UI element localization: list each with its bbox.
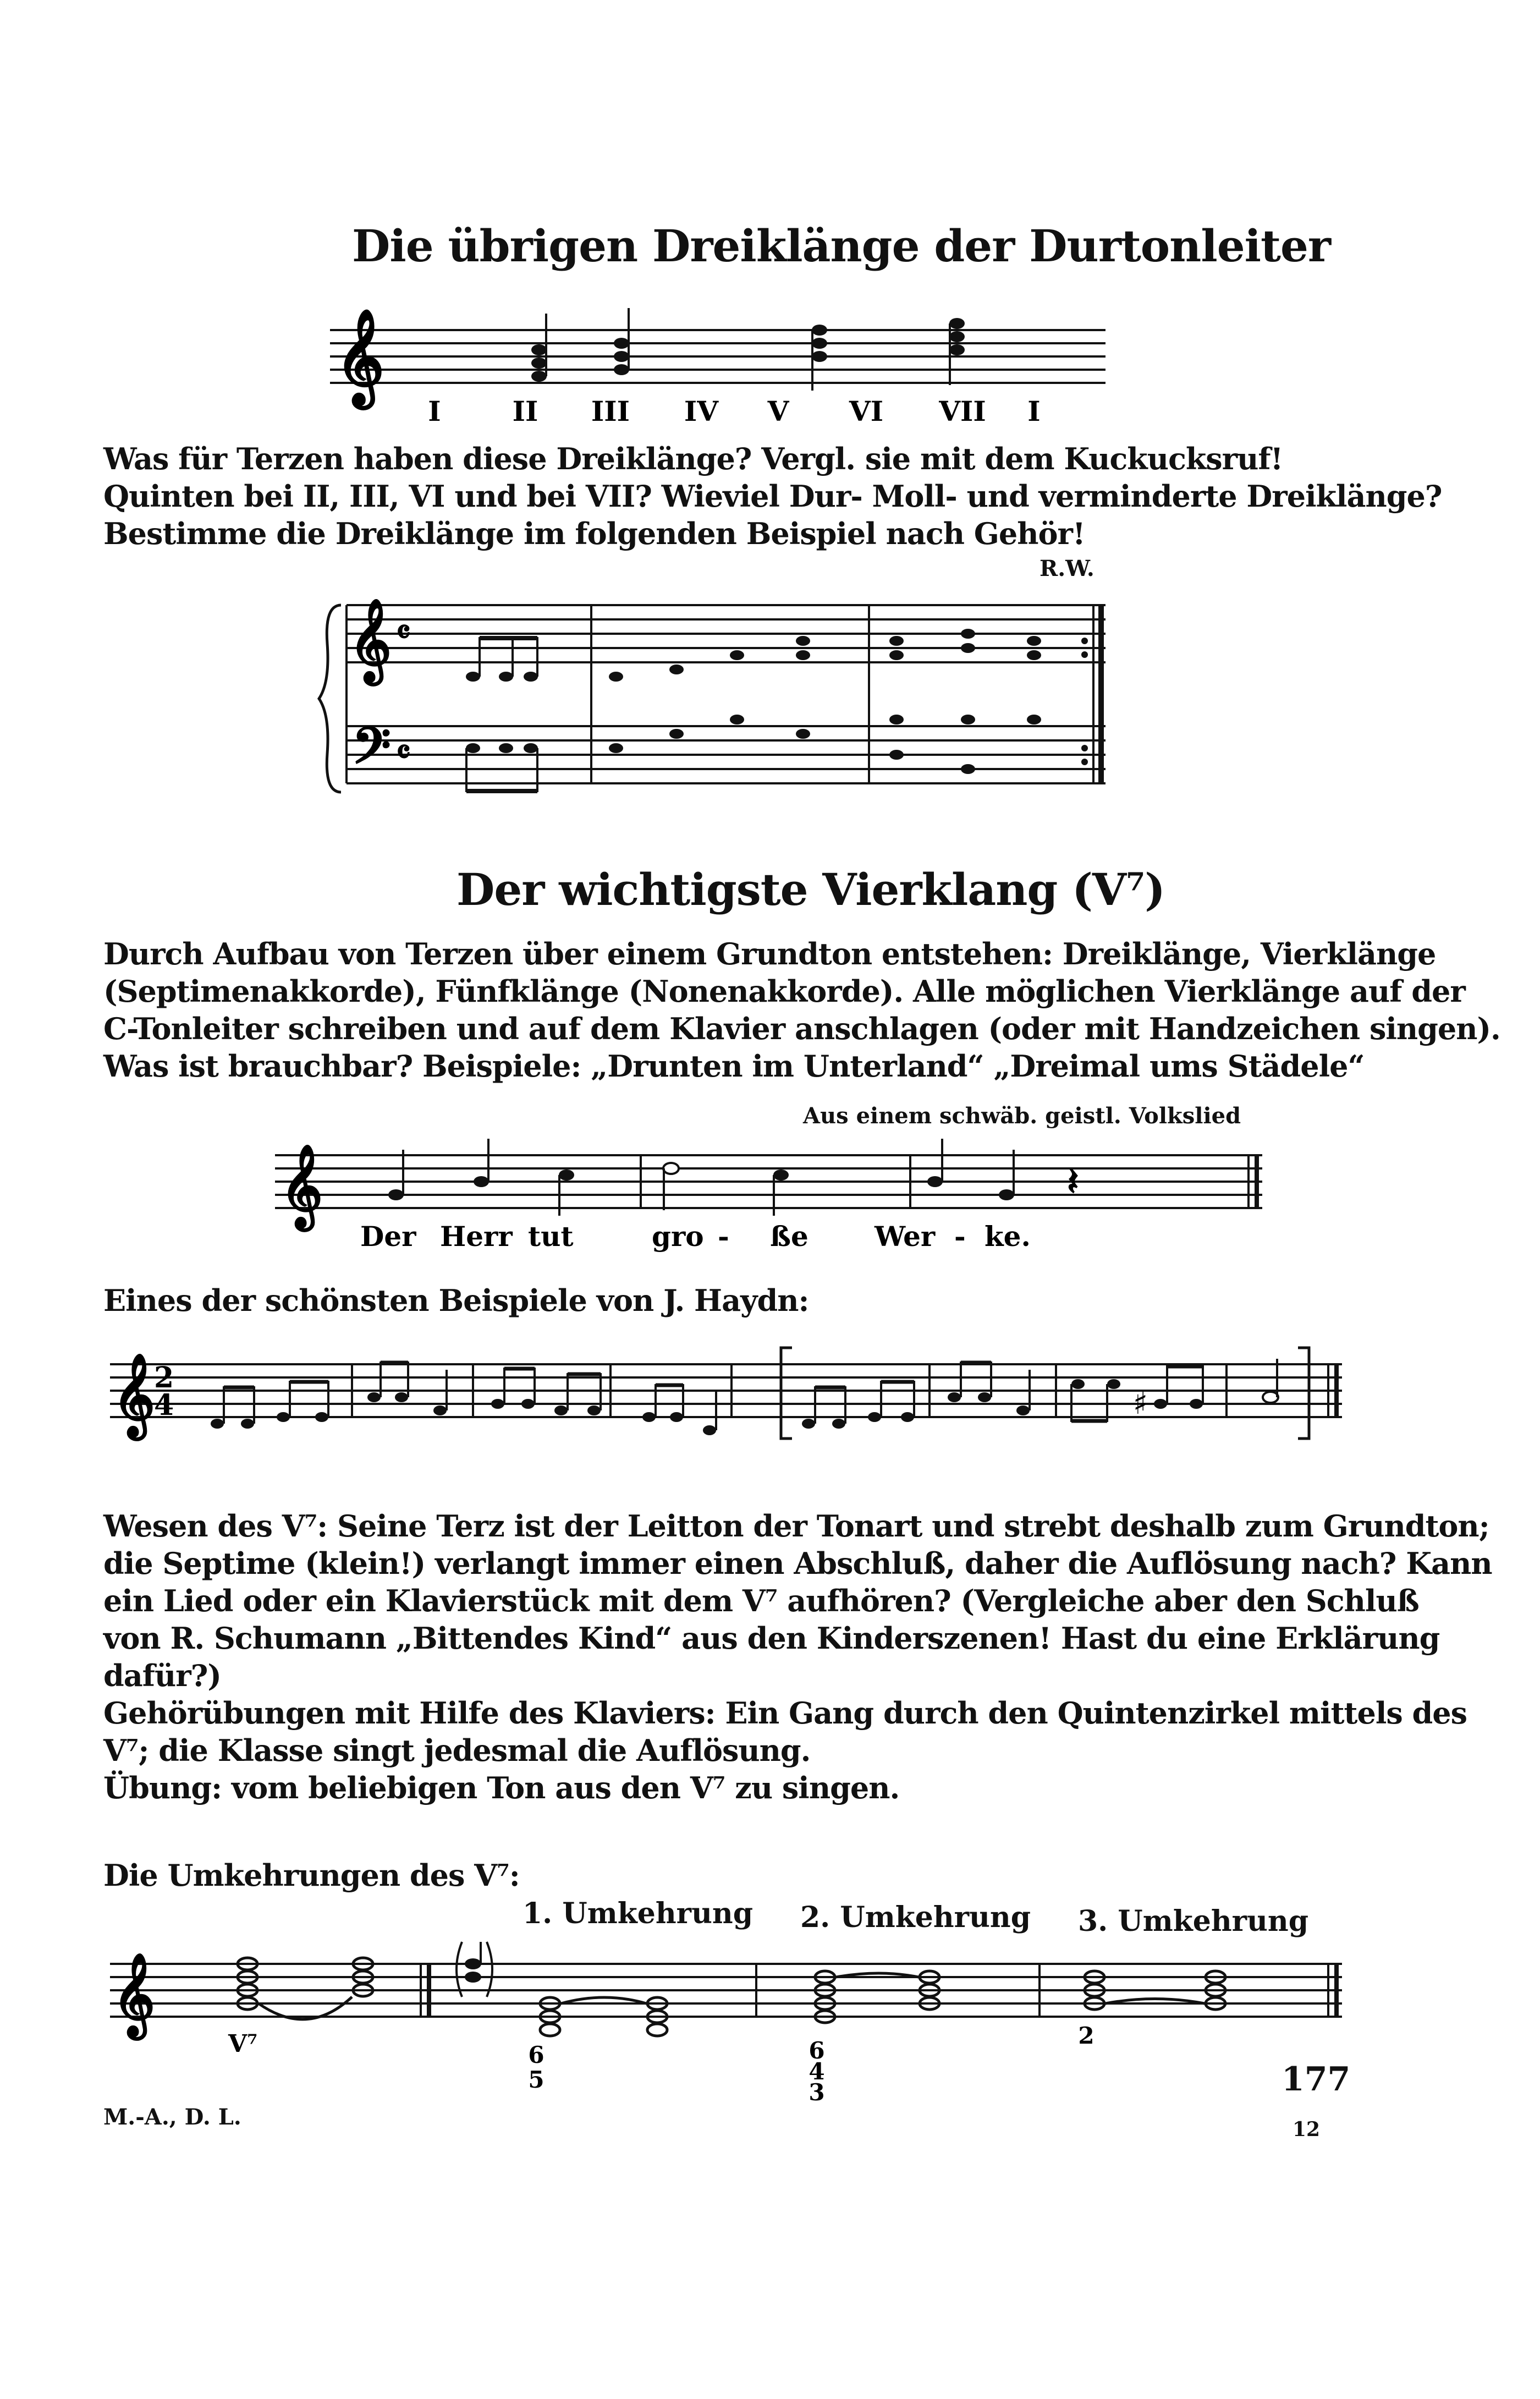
numeral: V <box>767 395 789 427</box>
numeral: I <box>428 395 441 427</box>
numeral: IV <box>684 395 719 427</box>
common-time-icon: 𝄴 <box>396 613 411 652</box>
text-line: Was für Terzen haben diese Dreiklänge? Vergl. sie mit dem Kuckucksruf! <box>103 441 1283 476</box>
sharp-icon: ♯ <box>1133 1385 1148 1421</box>
text-line: dafür?) <box>103 1658 221 1693</box>
signature-mark: 12 <box>1292 2118 1321 2141</box>
lyric: Wer <box>875 1220 936 1253</box>
numeral: VII <box>939 395 986 427</box>
paragraph-seventh-chord <box>103 935 1500 1085</box>
text-line: Durch Aufbau von Terzen über einem Grundton entstehen: Dreiklänge, Vierklänge <box>103 936 1436 971</box>
lyric: tut <box>528 1220 574 1253</box>
grand-staff-example <box>0 589 1540 820</box>
label-third-inversion: 3. Umkehrung <box>1078 1904 1309 1938</box>
publisher-mark: M.-A., D. L. <box>103 2104 241 2130</box>
lyric: ße <box>770 1220 809 1253</box>
figure: 3 <box>809 2079 825 2106</box>
text-line: V⁷; die Klasse singt jedesmal die Auflösung. <box>103 1733 811 1768</box>
triad-notes <box>531 308 965 391</box>
time-sig-top: 2 <box>154 1361 174 1395</box>
text-line: Gehörübungen mit Hilfe des Klaviers: Ein Gang durch den Quintenzirkel mittels des <box>103 1695 1467 1731</box>
text-line: von R. Schumann „Bittendes Kind“ aus den Kinderszenen! Hast du eine Erklärung <box>103 1621 1440 1656</box>
paragraph-nature-v7 <box>103 1507 1492 1807</box>
text-line: Wesen des V⁷: Seine Terz ist der Leitton der Tonart und strebt deshalb zum Grundton; <box>103 1508 1489 1544</box>
figure: 6 <box>809 2037 825 2064</box>
attribution-rw: R.W. <box>1040 556 1094 581</box>
numeral: VI <box>849 395 884 427</box>
text-line: Übung: vom beliebigen Ton aus den V⁷ zu singen. <box>103 1770 900 1805</box>
staff-haydn <box>0 1331 1540 1463</box>
lyric: Der <box>360 1220 416 1253</box>
lyric: Herr <box>440 1220 513 1253</box>
label-second-inversion: 2. Umkehrung <box>800 1901 1031 1934</box>
source-folksong: Aus einem schwäb. geistl. Volkslied <box>803 1103 1241 1129</box>
bass-clef-icon: 𝄢 <box>352 716 391 787</box>
example-notes <box>466 629 1041 792</box>
section-title-seventh-chord: Der wichtigste Vierklang (V⁷) <box>457 864 1165 915</box>
brace-icon <box>319 605 341 792</box>
paragraph-triads <box>103 440 1442 552</box>
text-line: Bestimme die Dreiklänge im folgenden Beispiel nach Gehör! <box>103 516 1085 551</box>
text-line: ein Lied oder ein Klavierstück mit dem V⁷ aufhören? (Vergleiche aber den Schluß <box>103 1583 1419 1618</box>
figure: 6 <box>528 2041 544 2068</box>
numeral: III <box>591 395 630 427</box>
text-line: Quinten bei II, III, VI und bei VII? Wieviel Dur- Moll- und verminderte Dreiklänge? <box>103 479 1442 514</box>
lyric: - <box>718 1220 729 1253</box>
inversions-title: Die Umkehrungen des V⁷: <box>103 1858 520 1893</box>
roman-numerals <box>428 395 1040 427</box>
figure: 5 <box>528 2066 544 2093</box>
treble-clef-icon: 𝄞 <box>336 308 384 405</box>
page-number: 177 <box>1282 2060 1351 2099</box>
numeral: I <box>1027 395 1041 427</box>
text-line: die Septime (klein!) verlangt immer einen Abschluß, daher die Auflösung nach? Kann <box>103 1546 1492 1581</box>
haydn-intro: Eines der schönsten Beispiele von J. Haydn: <box>103 1283 809 1318</box>
treble-clef-icon: 𝄞 <box>349 597 392 682</box>
treble-clef-icon: 𝄞 <box>113 1352 155 1436</box>
text-line: C-Tonleiter schreiben und auf dem Klavier anschlagen (oder mit Handzeichen singen). <box>103 1011 1500 1046</box>
text-line: (Septimenakkorde), Fünfklänge (Nonenakkorde). Alle möglichen Vierklänge auf der <box>103 974 1465 1009</box>
common-time-icon: 𝄴 <box>396 733 411 772</box>
treble-clef-icon: 𝄞 <box>113 1952 155 2036</box>
lyric: ke. <box>985 1220 1031 1253</box>
lyric: - <box>954 1220 966 1253</box>
treble-clef-icon: 𝄞 <box>280 1143 323 1227</box>
text-line: Was ist brauchbar? Beispiele: „Drunten im Unterland“ „Dreimal ums Städele“ <box>103 1048 1365 1084</box>
lyric: gro <box>652 1220 704 1253</box>
time-sig-bottom: 4 <box>154 1388 174 1422</box>
staff-folksong <box>0 1133 1540 1265</box>
rest-icon: 𝄽 <box>1067 1159 1079 1204</box>
figure: 2 <box>1078 2022 1094 2049</box>
figure: 4 <box>809 2058 825 2085</box>
numeral: II <box>512 395 538 427</box>
section-title-triads: Die übrigen Dreiklänge der Durtonleiter <box>352 220 1331 272</box>
chord-label-v7: V⁷ <box>228 2030 258 2058</box>
label-first-inversion: 1. Umkehrung <box>522 1897 754 1930</box>
